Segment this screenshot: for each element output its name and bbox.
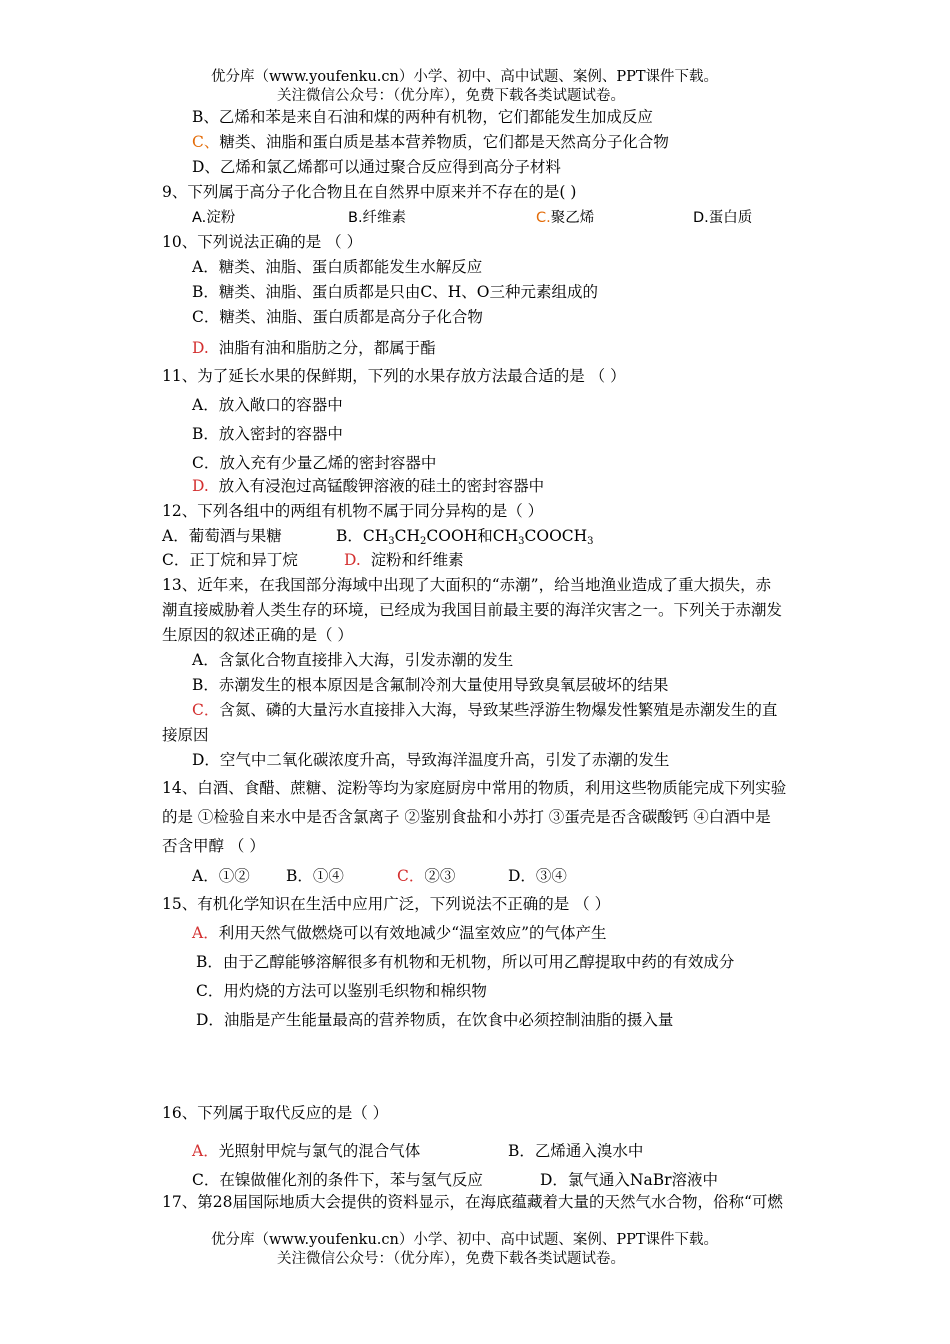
q10-stem: 10、下列说法正确的是 （ ） [162, 233, 363, 251]
q9-option-c-letter: C. [536, 210, 551, 226]
q13-option-c-text-1: 含氮、磷的大量污水直接排入大海，导致某些浮游生物爆发性繁殖是赤潮发生的直 [219, 701, 778, 719]
header-line-1: 优分库（www.youfenku.cn）小学、初中、高中试题、案例、PPT课件下载。 [211, 69, 719, 85]
q9-option-a: A.淀粉 [192, 210, 236, 226]
q11-option-c: C．放入充有少量乙烯的密封容器中 [192, 454, 437, 472]
q11-option-a: A．放入敞口的容器中 [192, 396, 343, 414]
q11-option-d-text: 放入有浸泡过高锰酸钾溶液的硅土的密封容器中 [218, 477, 545, 495]
q13-option-b: B．赤潮发生的根本原因是含氟制冷剂大量使用导致臭氧层破坏的结果 [192, 676, 669, 694]
q12-option-d-letter: D. [344, 551, 361, 569]
q8-option-d: D、乙烯和氯乙烯都可以通过聚合反应得到高分子材料 [192, 158, 561, 176]
q12-formula-2-part: CH [492, 527, 519, 545]
q12-option-a: A．葡萄酒与果糖 [162, 527, 282, 545]
q13-option-a: A．含氯化合物直接排入大海，引发赤潮的发生 [192, 651, 514, 669]
q10-option-d-text: 油脂有油和脂肪之分，都属于酯 [218, 339, 436, 357]
footer-line-2: 关注微信公众号：（优分库），免费下载各类试题试卷。 [277, 1251, 625, 1267]
q14-option-c [397, 866, 455, 886]
q9-stem: 9、下列属于高分子化合物且在自然界中原来并不存在的是( ) [162, 183, 577, 201]
q15-option-a-letter: A． [192, 924, 219, 942]
q15-option-a-text: 利用天然气做燃烧可以有效地减少“温室效应”的气体产生 [218, 924, 607, 942]
q14-option-a: A．①② [192, 867, 250, 885]
q14-option-c-text: ②③ [424, 867, 456, 885]
q15-option-b: B．由于乙醇能够溶解很多有机物和无机物，所以可用乙醇提取中药的有效成分 [196, 953, 735, 971]
q10-option-d [192, 338, 436, 358]
q12-option-b-label: B． [336, 527, 363, 545]
q16-option-a [192, 1141, 420, 1161]
q17-stem-line-1: 17、第28届国际地质大会提供的资料显示，在海底蕴藏着大量的天然气水合物，俗称“可燃 [162, 1193, 783, 1211]
footer-line-1: 优分库（www.youfenku.cn）小学、初中、高中试题、案例、PPT课件下载。 [211, 1232, 719, 1248]
q16-option-d: D．氯气通入NaBr溶液中 [540, 1171, 719, 1189]
q12-formula-2-sub: 3 [518, 536, 525, 547]
q13-option-c [192, 700, 777, 720]
q12-option-b [336, 526, 594, 546]
q10-option-c: C．糖类、油脂、蛋白质都是高分子化合物 [192, 308, 483, 326]
q10-option-b: B．糖类、油脂、蛋白质都是只由C、H、O三种元素组成的 [192, 283, 598, 301]
q13-option-c-letter: C． [192, 701, 220, 719]
q8-option-c-letter: C、 [192, 133, 220, 151]
q14-option-d: D．③④ [508, 867, 567, 885]
q13-stem-line-2: 潮直接威胁着人类生存的环境，已经成为我国目前最主要的海洋灾害之一。下列关于赤潮发 [162, 601, 783, 619]
q12-formula-1-part: CH [362, 527, 389, 545]
q12-option-d-text: 淀粉和纤维素 [370, 551, 464, 569]
q15-stem: 15、有机化学知识在生活中应用广泛，下列说法不正确的是 （ ） [162, 895, 611, 913]
q9-option-b: B.纤维素 [348, 210, 407, 226]
q12-formula-1-part: COOH [426, 527, 478, 545]
q13-stem-line-1: 13、近年来，在我国部分海域中出现了大面积的“赤潮”，给当地渔业造成了重大损失，赤 [162, 576, 772, 594]
q8-option-c-text: 糖类、油脂和蛋白质是基本营养物质，它们都是天然高分子化合物 [219, 133, 669, 151]
q11-option-d-letter: D. [192, 477, 209, 495]
q11-stem: 11、为了延长水果的保鲜期，下列的水果存放方法最合适的是 （ ） [162, 367, 626, 385]
q9-option-c [536, 208, 594, 228]
q8-option-c [192, 132, 669, 152]
q12-option-d [344, 550, 464, 570]
q14-stem-line-1: 14、白酒、食醋、蔗糖、淀粉等均为家庭厨房中常用的物质，利用这些物质能完成下列实验 [162, 779, 787, 797]
q12-formula-2-part: COOCH [524, 527, 588, 545]
q16-option-c: C．在镍做催化剂的条件下，苯与氢气反应 [192, 1171, 483, 1189]
q12-stem: 12、下列各组中的两组有机物不属于同分异构的是（ ） [162, 502, 544, 520]
q13-option-d: D．空气中二氧化碳浓度升高，导致海洋温度升高，引发了赤潮的发生 [192, 751, 670, 769]
q15-option-c: C．用灼烧的方法可以鉴别毛织物和棉织物 [196, 982, 487, 1000]
q9-option-c-text: 聚乙烯 [550, 210, 595, 226]
q14-option-b: B．①④ [286, 867, 344, 885]
q8-option-b: B、乙烯和苯是来自石油和煤的两种有机物，它们都能发生加成反应 [192, 108, 653, 126]
q15-option-a [192, 923, 607, 943]
q12-formula-2-sub: 3 [587, 536, 594, 547]
q13-option-c-cont: 接原因 [162, 726, 209, 744]
q15-option-d: D．油脂是产生能量最高的营养物质，在饮食中必须控制油脂的摄入量 [196, 1011, 674, 1029]
q14-option-c-letter: C． [397, 867, 425, 885]
q13-stem-line-3: 生原因的叙述正确的是（ ） [162, 626, 353, 644]
q16-option-a-text: 光照射甲烷与氯气的混合气体 [218, 1142, 421, 1160]
q12-formula-1-part: CH [394, 527, 421, 545]
q12-formula-1-sub: 3 [388, 536, 395, 547]
header-line-2: 关注微信公众号：（优分库），免费下载各类试题试卷。 [277, 88, 625, 104]
q16-option-a-letter: A． [192, 1142, 219, 1160]
q16-option-b: B．乙烯通入溴水中 [508, 1142, 644, 1160]
q12-formula-1-sub: 2 [420, 536, 427, 547]
q11-option-d [192, 476, 544, 496]
q9-option-d: D.蛋白质 [693, 210, 753, 226]
q10-option-a: A．糖类、油脂、蛋白质都能发生水解反应 [192, 258, 483, 276]
q11-option-b: B．放入密封的容器中 [192, 425, 343, 443]
q16-stem: 16、下列属于取代反应的是（ ） [162, 1104, 389, 1122]
q14-stem-line-3: 否含甲醇 （ ） [162, 837, 265, 855]
q14-stem-line-2: 的是 ①检验自来水中是否含氯离子 ②鉴别食盐和小苏打 ③蛋壳是否含碳酸钙 ④白酒中是 [162, 808, 771, 826]
q12-option-c: C．正丁烷和异丁烷 [162, 551, 298, 569]
q12-and: 和 [477, 527, 493, 545]
q10-option-d-letter: D. [192, 339, 209, 357]
